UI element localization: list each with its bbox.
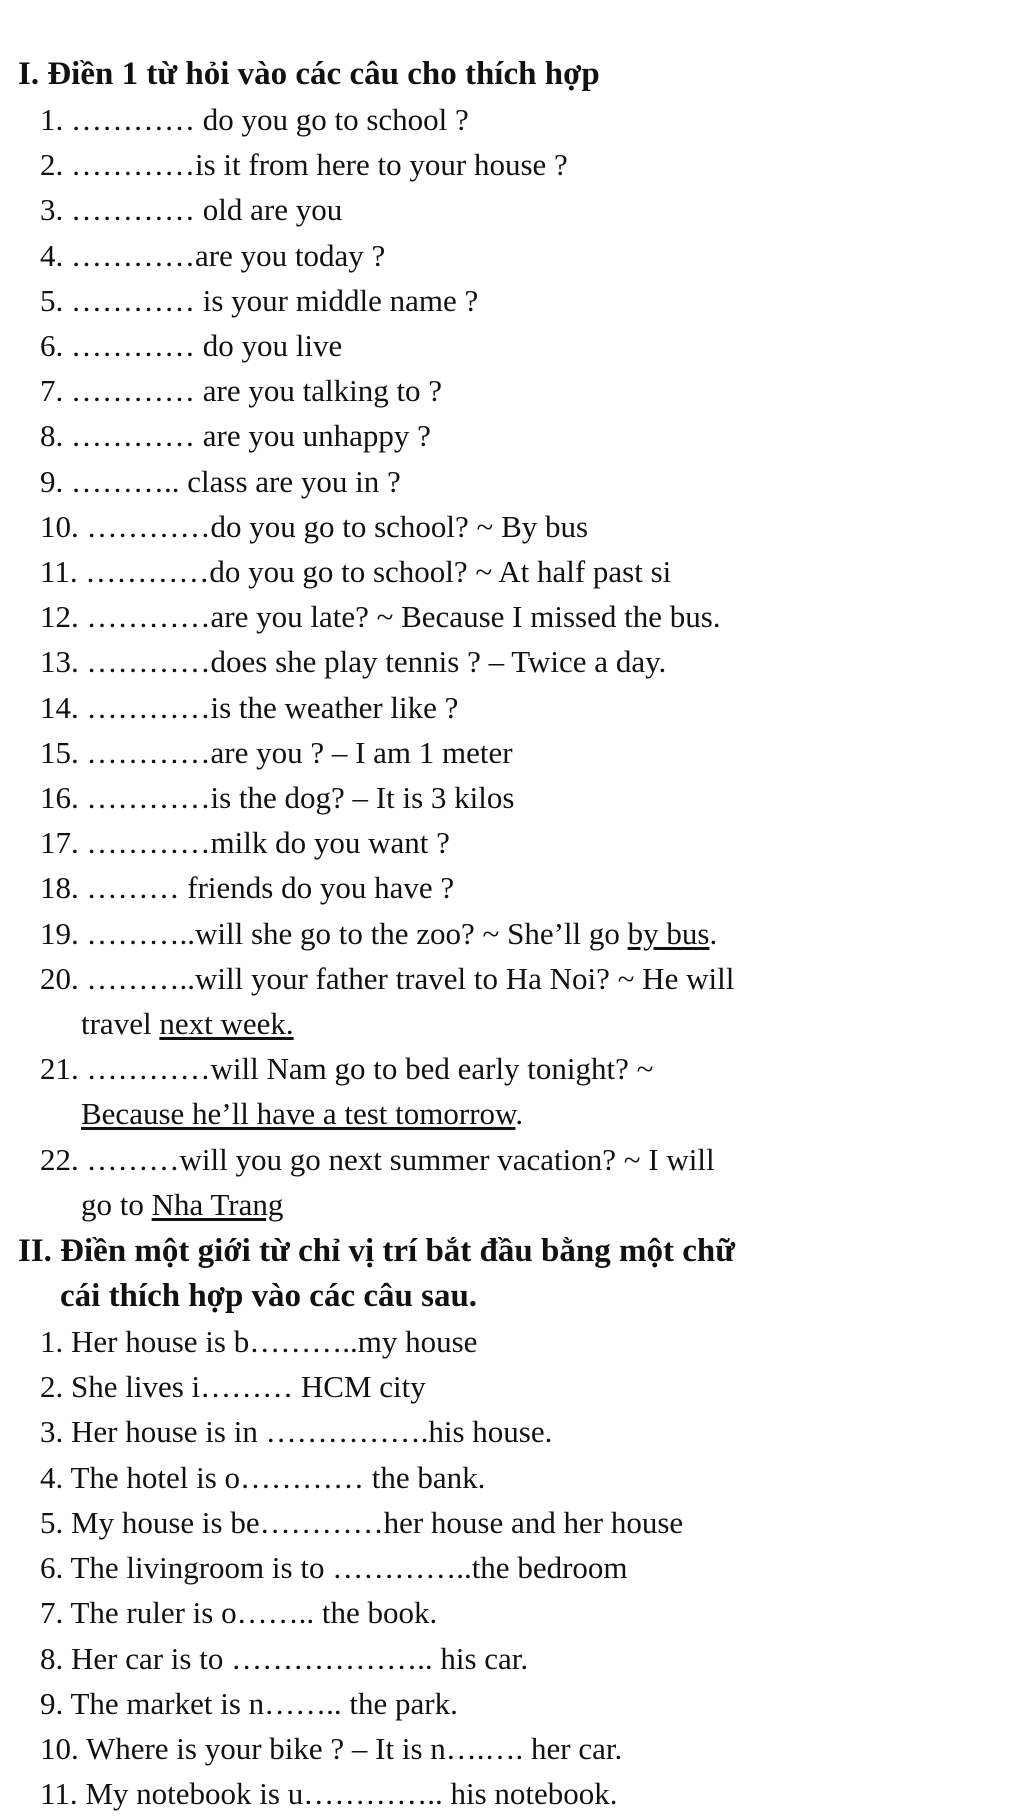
section-2-list <box>18 1319 984 1816</box>
line-text: . <box>709 915 718 951</box>
line-text: . <box>515 1096 524 1132</box>
exercise-line: 8. ………… are you unhappy ? <box>40 418 431 454</box>
exercise-line: 2. …………is it from here to your house ? <box>40 147 568 183</box>
exercise-line: 18. ……… friends do you have ? <box>40 870 455 906</box>
exercise-line: 10. Where is your bike ? – It is n….…. her car. <box>40 1730 623 1766</box>
section-2-heading-line-1: II. Điền một giới từ chỉ vị trí bắt đầu bằng một chữ <box>18 1233 735 1270</box>
exercise-line: 8. Her car is to ……………….. his car. <box>40 1640 529 1676</box>
exercise-line: 4. …………are you today ? <box>40 237 386 273</box>
exercise-line: 15. …………are you ? – I am 1 meter <box>40 734 513 770</box>
exercise-line: 21. …………will Nam go to bed early tonight? ~ <box>40 1051 654 1087</box>
exercise-line: 11. …………do you go to school? ~ At half past si <box>40 554 672 590</box>
exercise-line: 16. …………is the dog? – It is 3 kilos <box>40 780 515 816</box>
exercise-line: 20. ………..will your father travel to Ha Noi? ~ He will <box>40 960 735 996</box>
exercise-line: 4. The hotel is o………… the bank. <box>40 1459 486 1495</box>
exercise-line: 1. ………… do you go to school ? <box>40 102 469 137</box>
exercise-line: 6. The livingroom is to …………..the bedroom <box>40 1550 628 1586</box>
exercise-line <box>18 911 984 956</box>
exercise-line: 2. She lives i……… HCM city <box>40 1369 426 1405</box>
exercise-line: 1. Her house is b………..my house <box>40 1324 478 1360</box>
line-text: 19. ………..will she go to the zoo? ~ She’ll go <box>40 915 628 951</box>
exercise-line: 3. Her house is in …………….his house. <box>40 1414 553 1450</box>
exercise-line-continuation <box>18 1182 984 1227</box>
exercise-line: 5. My house is be…………her house and her house <box>40 1504 684 1540</box>
exercise-line: 6. ………… do you live <box>40 328 343 364</box>
exercise-line: 11. My notebook is u………….. his notebook. <box>40 1776 618 1812</box>
section-1-list <box>18 97 984 1227</box>
exercise-line: 9. The market is n…….. the park. <box>40 1685 458 1721</box>
line-text: travel <box>81 1006 160 1042</box>
exercise-line: 7. The ruler is o…….. the book. <box>40 1595 438 1631</box>
exercise-line: 22. ………will you go next summer vacation? ~ I will <box>40 1141 715 1177</box>
underlined-answer: Nha Trang <box>151 1186 284 1222</box>
exercise-line: 13. …………does she play tennis ? – Twice a day. <box>40 644 667 680</box>
section-2-heading-line-2: cái thích hợp vào các câu sau. <box>60 1278 478 1315</box>
exercise-line: 7. ………… are you talking to ? <box>40 373 443 409</box>
exercise-line-continuation <box>18 1001 984 1046</box>
line-text: go to <box>81 1186 152 1222</box>
underlined-answer: Because he’ll have a test tomorrow <box>81 1096 516 1132</box>
exercise-line: 12. …………are you late? ~ Because I missed the bus. <box>40 599 721 635</box>
exercise-line: 3. ………… old are you <box>40 192 343 228</box>
exercise-line-continuation <box>18 1091 984 1136</box>
exercise-line: 17. …………milk do you want ? <box>40 825 450 861</box>
underlined-answer: by bus <box>627 915 710 951</box>
section-1-heading: I. Điền 1 từ hỏi vào các câu cho thích hợp <box>18 56 600 92</box>
section-2-heading <box>18 1229 984 1319</box>
exercise-line: 14. …………is the weather like ? <box>40 689 459 725</box>
underlined-answer: next week. <box>159 1006 294 1042</box>
exercise-line: 5. ………… is your middle name ? <box>40 282 479 318</box>
exercise-line: 9. ……….. class are you in ? <box>40 463 401 499</box>
exercise-line: 10. …………do you go to school? ~ By bus <box>40 508 589 544</box>
